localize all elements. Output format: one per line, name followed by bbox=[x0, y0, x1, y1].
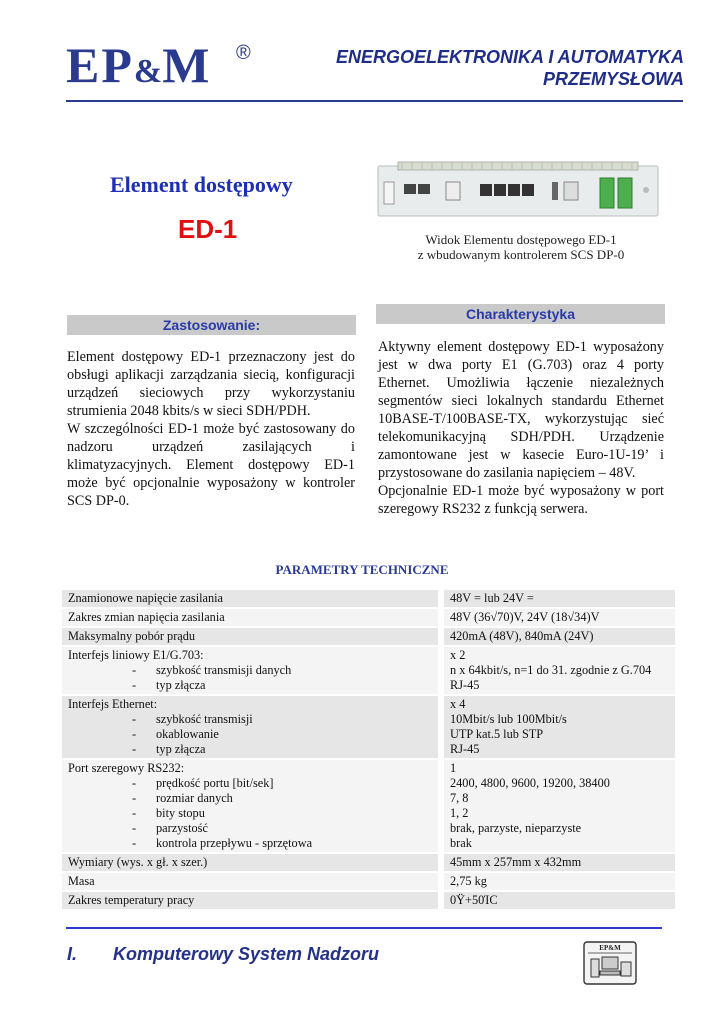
application-heading: Zastosowanie: bbox=[67, 315, 356, 335]
characteristics-text bbox=[378, 338, 664, 518]
param-label-cell bbox=[62, 627, 441, 646]
params-table-body bbox=[62, 590, 675, 910]
param-value-cell bbox=[441, 608, 675, 627]
param-sub-label: parzystość bbox=[156, 821, 208, 835]
param-value-cell bbox=[441, 627, 675, 646]
sub-item-dash: - bbox=[132, 791, 137, 805]
device-photo bbox=[376, 160, 660, 222]
params-row bbox=[62, 627, 675, 646]
param-label: Port szeregowy RS232: bbox=[68, 761, 185, 775]
badge-text: EP&M bbox=[599, 944, 621, 952]
params-title: PARAMETRY TECHNICZNE bbox=[275, 562, 449, 577]
param-label: Maksymalny pobór prądu bbox=[68, 629, 196, 643]
params-row bbox=[62, 759, 675, 853]
param-sub-item bbox=[68, 727, 434, 742]
param-sub-item bbox=[68, 791, 434, 806]
params-row bbox=[62, 872, 675, 891]
param-label: Interfejs liniowy E1/G.703: bbox=[68, 648, 204, 662]
sub-item-dash: - bbox=[132, 821, 137, 835]
param-value: 45mm x 257mm x 432mm bbox=[450, 855, 582, 869]
param-sub-value: RJ-45 bbox=[450, 678, 480, 692]
param-sub-label: kontrola przepływu - sprzętowa bbox=[156, 836, 313, 850]
sub-item-dash: - bbox=[132, 727, 137, 741]
param-label-cell bbox=[62, 608, 441, 627]
company-name-line1: ENERGOELEKTRONIKA I AUTOMATYKA bbox=[335, 47, 684, 67]
param-sub-value: 7, 8 bbox=[450, 791, 469, 805]
param-sub-item bbox=[68, 806, 434, 821]
sub-item-dash: - bbox=[132, 836, 137, 850]
caption-line1: Widok Elementu dostępowego ED-1 bbox=[425, 232, 617, 247]
params-row bbox=[62, 608, 675, 627]
product-code: ED-1 bbox=[178, 214, 238, 244]
param-sub-value: UTP kat.5 lub STP bbox=[450, 727, 544, 741]
param-value-cell bbox=[441, 872, 675, 891]
application-paragraph-2: W szczególności ED-1 może być zastosowany do nadzoru urządzeń zasilających i klimatyzacyjnych. Element dostępowy ED-1 może być opcjonalnie wyposażony w kontroler SCS DP-0. bbox=[67, 421, 355, 509]
param-sub-item bbox=[68, 742, 434, 757]
param-label: Masa bbox=[68, 874, 95, 888]
params-row bbox=[62, 695, 675, 759]
param-value: 2,75 kg bbox=[450, 874, 487, 888]
sub-item-dash: - bbox=[132, 678, 137, 692]
sub-item-dash: - bbox=[132, 806, 137, 820]
param-label: Interfejs Ethernet: bbox=[68, 697, 158, 711]
param-sub-label: rozmiar danych bbox=[156, 791, 233, 805]
characteristics-paragraph-2: Opcjonalnie ED-1 może być wyposażony w port szeregowy RS232 z funkcją serwera. bbox=[378, 483, 664, 517]
param-sub-item bbox=[68, 712, 434, 727]
param-sub-item bbox=[68, 836, 434, 851]
param-sub-label: prędkość portu [bit/sek] bbox=[156, 776, 274, 790]
param-value: 420mA (48V), 840mA (24V) bbox=[450, 629, 594, 643]
param-label-cell bbox=[62, 853, 441, 872]
param-value: x 2 bbox=[450, 648, 466, 662]
param-value-cell bbox=[441, 646, 675, 695]
company-name bbox=[284, 46, 684, 90]
param-sub-value: RJ-45 bbox=[450, 742, 480, 756]
registered-mark: ® bbox=[236, 42, 251, 64]
param-label-cell bbox=[62, 872, 441, 891]
param-sub-item bbox=[68, 663, 434, 678]
param-value-cell bbox=[441, 695, 675, 759]
param-sub-value: brak bbox=[450, 836, 472, 850]
params-table bbox=[62, 590, 675, 911]
sub-item-dash: - bbox=[132, 663, 137, 677]
computer-system-icon bbox=[582, 940, 638, 986]
params-row bbox=[62, 853, 675, 872]
characteristics-paragraph-1: Aktywny element dostępowy ED-1 wyposażony jest w dwa porty E1 (G.703) oraz 4 porty Ethernet. Umożliwia łączenie niezależnych segmentów sieci lokalnych standardu Ethernet 10BASE-T/100BASE-TX, wykorzystując sieć telekomunikacyjną SDH/PDH. Urządzenie zamontowane jest w kasecie Euro-1U-19’ i przystosowane do zasilania napięciem – 48V. bbox=[378, 339, 664, 481]
param-sub-label: szybkość transmisji danych bbox=[156, 663, 292, 677]
params-row bbox=[62, 891, 675, 910]
application-paragraph-1: Element dostępowy ED-1 przeznaczony jest do obsługi aplikacji zarządzania siecią, konfiguracji urządzeń sieciowych przy wykorzystaniu strumienia 2048 kbits/s w sieci SDH/PDH. bbox=[67, 349, 355, 419]
param-sub-value: 10Mbit/s lub 100Mbit/s bbox=[450, 712, 567, 726]
characteristics-heading: Charakterystyka bbox=[376, 304, 665, 324]
param-label: Zakres zmian napięcia zasilania bbox=[68, 610, 225, 624]
param-sub-item bbox=[68, 776, 434, 791]
footer-section-title bbox=[67, 944, 379, 965]
sub-item-dash: - bbox=[132, 742, 137, 756]
sub-item-dash: - bbox=[132, 776, 137, 790]
param-sub-label: szybkość transmisji bbox=[156, 712, 253, 726]
param-sub-value: 1, 2 bbox=[450, 806, 469, 820]
company-name-line2: PRZEMYSŁOWA bbox=[542, 69, 684, 89]
param-label-cell bbox=[62, 695, 441, 759]
param-value: 1 bbox=[450, 761, 457, 775]
logo-m: M bbox=[162, 37, 212, 93]
param-sub-value: n x 64kbit/s, n=1 do 31. zgodnie z G.704 bbox=[450, 663, 652, 677]
application-text bbox=[67, 348, 355, 510]
param-sub-value: brak, parzyste, nieparzyste bbox=[450, 821, 582, 835]
param-sub-item bbox=[68, 821, 434, 836]
param-sub-label: typ złącza bbox=[156, 678, 206, 692]
param-value: 48V = lub 24V = bbox=[450, 591, 534, 605]
param-value-cell bbox=[441, 891, 675, 910]
footer-section-label: Komputerowy System Nadzoru bbox=[113, 944, 380, 964]
footer-divider bbox=[66, 927, 662, 929]
photo-caption bbox=[376, 232, 666, 262]
param-value: 48V (36√70)V, 24V (18√34)V bbox=[450, 610, 600, 624]
company-logo bbox=[66, 37, 212, 93]
param-sub-item bbox=[68, 678, 434, 693]
header-divider bbox=[66, 100, 683, 102]
logo-ep: EP bbox=[66, 37, 134, 93]
footer-section-number: I. bbox=[67, 944, 78, 964]
params-row bbox=[62, 646, 675, 695]
param-sub-label: typ złącza bbox=[156, 742, 206, 756]
param-value-cell bbox=[441, 853, 675, 872]
param-value: 0Ϋ+50ΊC bbox=[450, 893, 498, 907]
param-sub-label: bity stopu bbox=[156, 806, 205, 820]
product-title: Element dostępowy bbox=[110, 172, 293, 197]
param-value-cell bbox=[441, 759, 675, 853]
param-label-cell bbox=[62, 759, 441, 853]
param-label: Zakres temperatury pracy bbox=[68, 893, 195, 907]
param-sub-label: okablowanie bbox=[156, 727, 219, 741]
param-label-cell bbox=[62, 590, 441, 608]
sub-item-dash: - bbox=[132, 712, 137, 726]
param-value-cell bbox=[441, 590, 675, 608]
params-row bbox=[62, 590, 675, 608]
param-label: Wymiary (wys. x gł. x szer.) bbox=[68, 855, 208, 869]
param-label-cell bbox=[62, 646, 441, 695]
param-value: x 4 bbox=[450, 697, 466, 711]
caption-line2: z wbudowanym kontrolerem SCS DP-0 bbox=[417, 247, 625, 262]
param-sub-value: 2400, 4800, 9600, 19200, 38400 bbox=[450, 776, 610, 790]
param-label-cell bbox=[62, 891, 441, 910]
logo-ampersand: & bbox=[133, 53, 163, 90]
param-label: Znamionowe napięcie zasilania bbox=[68, 591, 224, 605]
